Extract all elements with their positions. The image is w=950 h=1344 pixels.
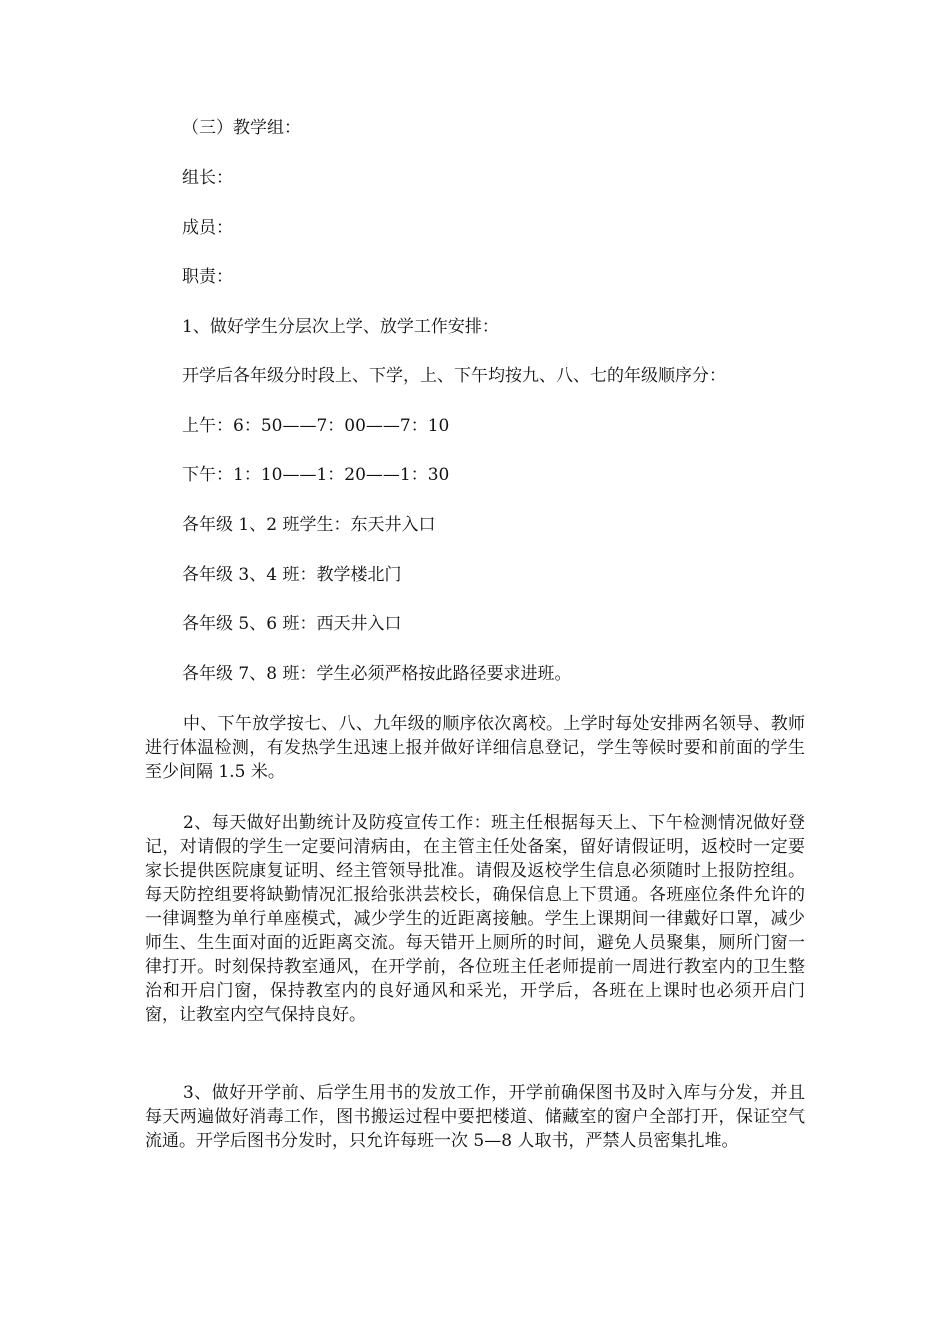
duties-label: 职责： (182, 267, 233, 287)
morning-times: 上午：6：50——7：00——7：10 (182, 416, 450, 436)
route-classes-1-2: 各年级 1、2 班学生：东天井入口 (182, 515, 436, 535)
route-classes-3-4: 各年级 3、4 班：教学楼北门 (182, 565, 402, 585)
route-classes-7-8: 各年级 7、8 班：学生必须严格按此路径要求进班。 (182, 664, 572, 684)
item1-intro: 开学后各年级分时段上、下学，上、下午均按九、八、七的年级顺序分： (182, 366, 726, 386)
dismissal-paragraph: 中、下午放学按七、八、九年级的顺序依次离校。上学时每处安排两名领导、教师进行体温检测，有发热学生迅速上报并做好详细信息登记，学生等候时要和前面的学生至少间隔 1.5 米。 (145, 714, 805, 782)
section-heading: （三）教学组： (182, 118, 301, 138)
item2-paragraph: 2、每天做好出勤统计及防疫宣传工作：班主任根据每天上、下午检测情况做好登记，对请假的学生一定要问清病由，在主管主任处备案，留好请假证明，返校时一定要家长提供医院康复证明、经主管领导批准。请假及返校学生信息必须随时上报防控组。每天防控组要将缺勤情况汇报给张洪芸校长，确保信息上下贯通。各班座位条件允许的一律调整为单行单座模式，减少学生的近距离接触。学生上课期间一律戴好口罩，减少师生、生生面对面的近距离交流。每天错开上厕所的时间，避免人员聚集，厕所门窗一律打开。时刻保持教室通风，在开学前，各位班主任老师提前一周进行教室内的卫生整治和开启门窗，保持教室内的良好通风和采光，开学后，各班在上课时也必须开启门窗，让教室内空气保持良好。 (145, 813, 805, 1025)
afternoon-times: 下午：1：10——1：20——1：30 (182, 465, 450, 485)
leader-label: 组长： (182, 168, 233, 188)
route-classes-5-6: 各年级 5、6 班：西天井入口 (182, 614, 402, 634)
members-label: 成员： (182, 218, 233, 238)
item3-paragraph: 3、做好开学前、后学生用书的发放工作，开学前确保图书及时入库与分发，并且每天两遍做好消毒工作，图书搬运过程中要把楼道、储藏室的窗户全部打开，保证空气流通。开学后图书分发时，只允许每班一次 5—8 人取书，严禁人员密集扎堆。 (145, 1083, 805, 1151)
item1-title: 1、做好学生分层次上学、放学工作安排： (182, 317, 499, 337)
